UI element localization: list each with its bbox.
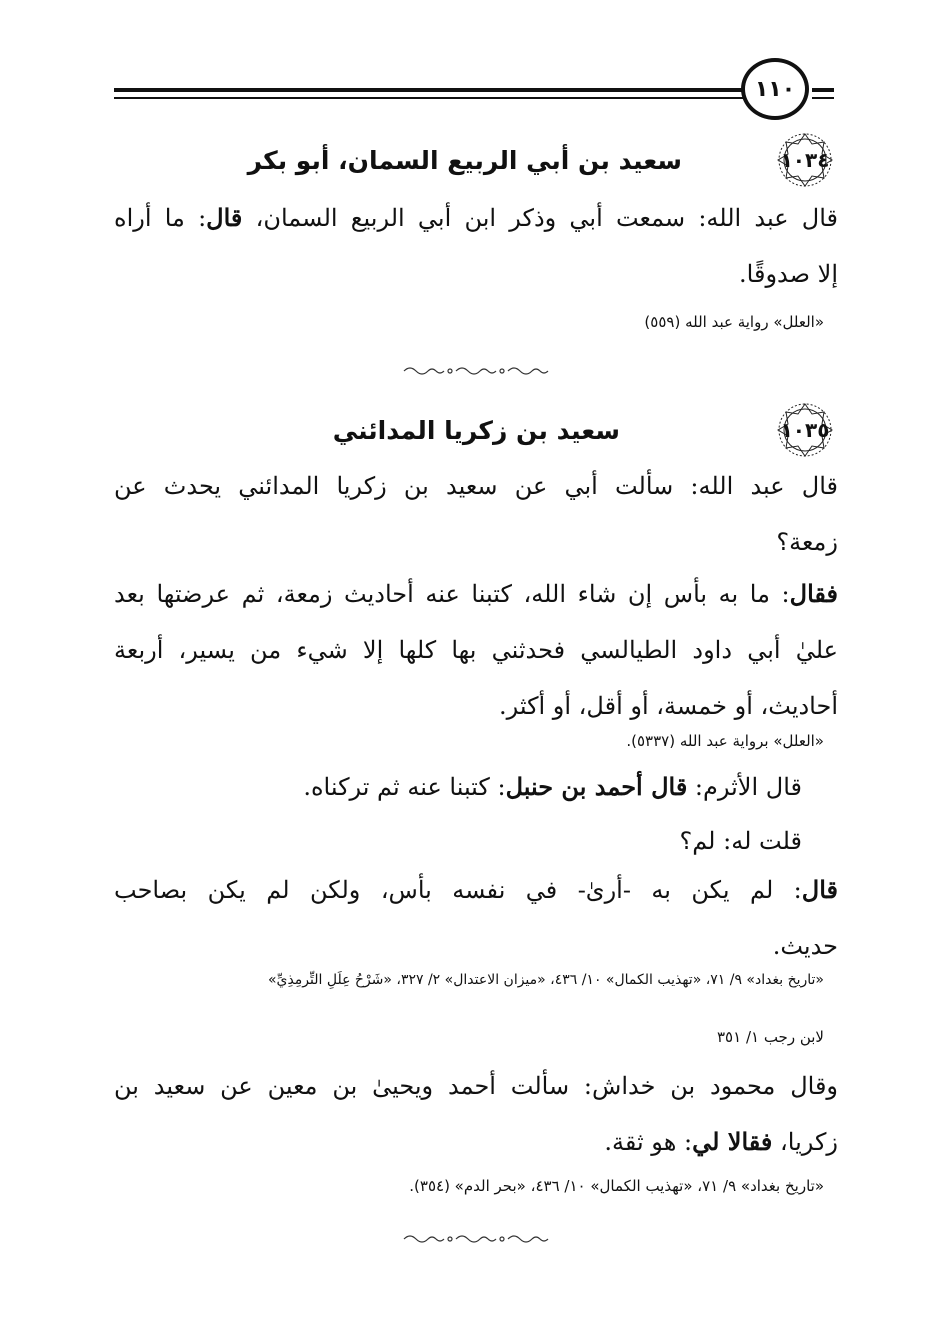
paragraph-line: وقال محمود بن خداش: سألت أحمد ويحيىٰ بن معين عن سعيد بن bbox=[114, 1072, 839, 1100]
ornament-icon bbox=[400, 1232, 556, 1246]
entry-title: سعيد بن زكريا المدائني bbox=[332, 416, 620, 445]
source-reference: «تاريخ بغداد» ٩/ ٧١، «تهذيب الكمال» ١٠/ ٤٣٦، «ميزان الاعتدال» ٢/ ٣٢٧، «شَرْحُ عِلَلِ التِّرمِذِيِّ» bbox=[267, 972, 824, 988]
paragraph-line bbox=[114, 1114, 838, 1170]
source-reference: لابن رجب ١/ ٣٥١ bbox=[717, 1028, 824, 1046]
entry-paragraph bbox=[114, 862, 838, 974]
paragraph-line bbox=[114, 862, 838, 918]
text-run: : لم يكن به -أرىٰ- في نفسه بأس، ولكن لم يكن بصاحب bbox=[114, 876, 802, 904]
text-run: : ما أراه bbox=[114, 204, 207, 232]
paragraph-line: أحاديث، أو خمسة، أو أقل، أو أكثر. bbox=[498, 692, 838, 720]
paragraph-line bbox=[114, 566, 838, 622]
source-reference: «العلل» برواية عبد الله (٥٣٣٧). bbox=[626, 732, 824, 750]
paragraph-line: إلا صدوقًا. bbox=[739, 260, 838, 288]
section-divider-ornament bbox=[400, 1232, 556, 1246]
entry-paragraph bbox=[114, 458, 838, 570]
entry-title: سعيد بن أبي الربيع السمان، أبو بكر bbox=[247, 146, 682, 175]
entry-paragraph bbox=[114, 566, 838, 734]
entry-paragraph bbox=[114, 760, 838, 868]
entry-paragraph bbox=[114, 190, 838, 302]
text-run: زكريا، bbox=[772, 1128, 838, 1156]
paragraph-line bbox=[114, 190, 838, 246]
header-rule bbox=[114, 88, 754, 92]
header-rule-thin bbox=[114, 97, 754, 99]
paragraph-line bbox=[114, 760, 838, 814]
bold-text-run: فقالا لي bbox=[692, 1127, 773, 1156]
entry-paragraph bbox=[114, 1058, 838, 1170]
bold-text-run: فقال bbox=[789, 579, 838, 608]
paragraph-line: قلت له: لم؟ bbox=[679, 827, 802, 855]
paragraph-line: عليٰ أبي داود الطيالسي فحدثني بها كلها إلا شيء من يسير، أربعة bbox=[114, 636, 838, 664]
header-rule-right bbox=[812, 88, 834, 92]
entry-number: ١٠٣٤ bbox=[780, 148, 830, 172]
header-rule-right-thin bbox=[812, 97, 834, 99]
section-divider-ornament bbox=[400, 364, 556, 378]
text-run: قال عبد الله: سمعت أبي وذكر ابن أبي الربيع السمان، bbox=[242, 204, 838, 232]
entry-number: ١٠٣٥ bbox=[780, 418, 830, 442]
bold-text-run: قال bbox=[801, 875, 838, 904]
ornament-icon bbox=[400, 364, 556, 378]
bold-text-run: قال bbox=[206, 203, 243, 232]
text-run: قال الأثرم: bbox=[687, 773, 802, 801]
bold-text-run: قال أحمد بن حنبل bbox=[505, 772, 688, 801]
entry-number-badge bbox=[772, 400, 838, 460]
text-run: : كتبنا عنه ثم تركناه. bbox=[303, 773, 506, 801]
source-reference: «تاريخ بغداد» ٩/ ٧١، «تهذيب الكمال» ١٠/ ٤٣٦، «بحر الدم» (٣٥٤). bbox=[409, 1177, 824, 1195]
paragraph-line: قال عبد الله: سألت أبي عن سعيد بن زكريا المدائني يحدث عن bbox=[114, 472, 838, 500]
page-number: ١١٠ bbox=[741, 58, 809, 120]
paragraph-line: زمعة؟ bbox=[776, 528, 838, 556]
text-run: : هو ثقة. bbox=[604, 1128, 693, 1156]
entry-number-badge bbox=[772, 130, 838, 190]
source-reference: «العلل» رواية عبد الله (٥٥٩) bbox=[644, 313, 824, 331]
paragraph-line: حديث. bbox=[772, 932, 838, 960]
text-run: : ما به بأس إن شاء الله، كتبنا عنه أحاديث زمعة، ثم عرضتها بعد bbox=[114, 580, 790, 608]
